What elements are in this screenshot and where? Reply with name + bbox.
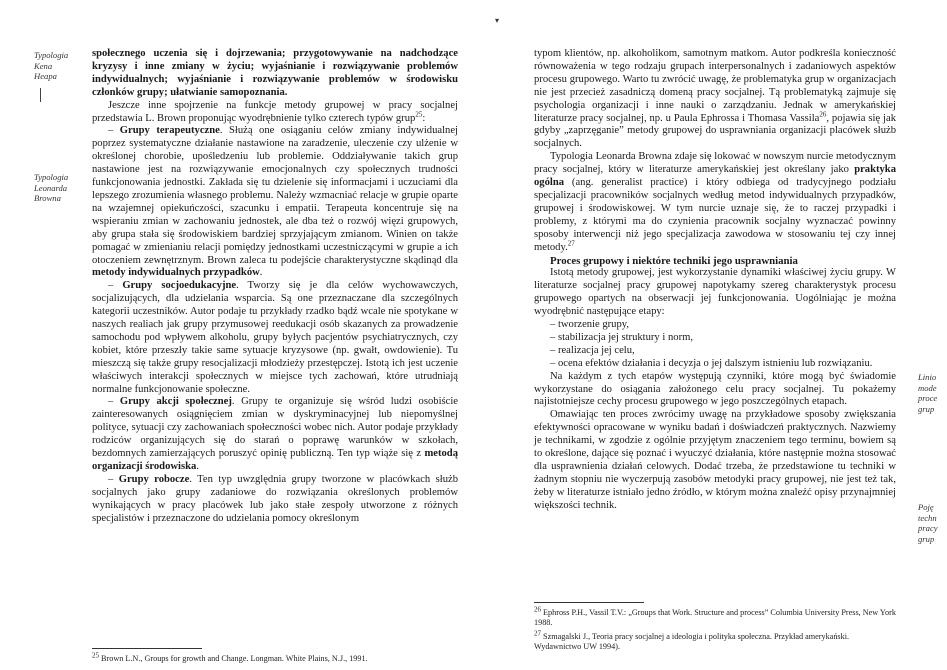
- footnote-27: [534, 629, 896, 652]
- footnote-26: [534, 605, 896, 628]
- sidenote-line: techn: [918, 512, 937, 523]
- footnote-number: 25: [92, 651, 99, 660]
- paragraph-text: Jeszcze inne spojrzenie na funkcje metody grupowej w pracy socjalnej przedstawia L. Brown proponując wyodrębnienie tylko czterech typów grup: [92, 99, 458, 124]
- left-page: [0, 0, 470, 670]
- list-item-stage: – stabilizacja jej struktury i norm,: [550, 331, 693, 343]
- footnote-text: Ephross P.H., Vassil T.V.: „Groups that Work. Structure and process” Columbia University Press, New York 1988.: [534, 608, 896, 627]
- bold-text: metodą organizacji środowiska: [92, 448, 458, 472]
- footnote-ref-25[interactable]: 25: [415, 110, 423, 118]
- paragraph-socioeducational-groups: [92, 280, 458, 396]
- paragraph-generalist-practice: [534, 151, 896, 254]
- sidenote-line: mode: [918, 382, 937, 393]
- bold-text: Grupy terapeutyczne: [119, 125, 220, 137]
- paragraph-heap-functions: [92, 48, 458, 100]
- bold-text: metody indywidualnych przypadków: [92, 267, 260, 279]
- section-heading: Proces grupowy i niektóre techniki jego usprawniania: [550, 254, 798, 267]
- sidenote-line: Leonarda: [34, 182, 68, 193]
- paragraph-brown-intro: Jeszcze inne spojrzenie na funkcje metody grupowej w pracy socjalnej przedstawia L. Brown proponując wyodrębnienie tylko czterech typów grup$^{25}$:: [92, 99, 458, 124]
- paragraph-text: – Grupy akcji społecznej. Grupy te organizuje się wśród ludzi osobiście zainteresowanych osiągnięciem zmian w dyskryminacyjnej lub niepomyślnej polityce, sytuacji czy zachowaniach społeczności wobec nich. Autor podaje przykłady rodziców organizujących się do starań o poprawę warunków w szkołach, bezdomnych zamierzających poruszyć opinię publiczną. Ten typ wiąże się z: [92, 396, 458, 460]
- paragraph-text: Typologia Leonarda Browna zdaje się lokować w nowszym nurcie metodycznym pracy socjalnej, który w literaturze amerykańskiej jest określany jako: [534, 151, 896, 176]
- paragraph-each-stage: [534, 371, 896, 410]
- list-item-stage: – ocena efektów działania i decyzja o jej dalszym istnieniu lub rozwiązaniu.: [550, 357, 873, 369]
- right-page: [478, 0, 947, 670]
- sidenote-line: grup: [918, 403, 935, 414]
- footnote-text: Brown L.N., Groups for growth and Change. Longman. White Plains, N.J., 1991.: [101, 654, 368, 663]
- paragraph-text: – Grupy terapeutyczne. Służą one osiąganiu celów zmiany indywidualnej poprzez systematyczne działanie nastawione na zaradzenie, uleczenie czy ulżenie w określonej chorobie, upośledzeniu lub problemie. Oddziaływanie takich grup nastawione jest na rozwiązywanie emocjonalnych czy społecznych trudności funkcjonowania jednostki. Zakłada się tu dzielenie się informacjami i uczuciami dla lepszego zrozumienia własnego problemu. Należy wzmacniać relacje w grupie oparte na wzajemnej opiekuńczości, szacunku i empatii. Terapeuta koncentruje się na wspieraniu zmian w zachowaniu jednostek, ale dba też o rozwój więzi grupowych, aby grupa stała się środowiskiem bardziej sprzyjającym zmianom. Winien on także pomagać w zmienianiu relacji pomiędzy jednostkami uczestniczącymi w grupie a ich otoczeniem zewnętrznym. Brown zaleca tu podejście charakterystyczne skądinąd dla: [92, 125, 458, 266]
- sidenote-process-models: [918, 372, 937, 414]
- list-item-stage: – realizacja jej celu,: [550, 344, 635, 356]
- sidenote-line: Linio: [918, 372, 937, 382]
- footnote-text: Szmagalski J., Teoria pracy socjalnej a ideologia i polityka społeczna. Przykład amerykański. Wydawnictwo UW 1994).: [534, 632, 850, 651]
- sidenote-line: Poję: [918, 502, 934, 512]
- footnote-number: 26: [534, 605, 541, 614]
- paragraph-techniques: [534, 409, 896, 512]
- sidenote-line: Typologia: [34, 50, 69, 60]
- page-mark: ▾: [495, 16, 500, 25]
- bold-text: Grupy akcji społecznej: [119, 396, 232, 408]
- sidenote-line: Typologia: [34, 172, 69, 182]
- footnote-25: [92, 651, 458, 664]
- sidenote-techniques: [918, 502, 938, 544]
- paragraph-text: typom klientów, np. alkoholikom, samotnym matkom. Autor podkreśla konieczność równoważenia w tego rodzaju grupach interpersonalnych i zadaniowych aspektów procesu grupowego. Warto tu zwrócić uwagę, że problematyka grup w organizacjach nie jest przecież zasadniczą domeną pracy socjalnej. Tą problematyką zajmuje się psychologia organizacji i inne nauki o zarządzaniu. Jednak w amerykańskiej literaturze pracy socjalnej, np. u Paula Ephrossa i Thomasa Vassila: [534, 48, 896, 124]
- paragraph-text: Na każdym z tych etapów występują czynniki, które mogą być świadomie wykorzystane do osiągania założonego celu pracy socjalnej. Tu pokażemy najistotniejsze cechy procesu grupowego w jego poszczególnych etapach.: [534, 370, 896, 408]
- list-item-stage: – tworzenie grupy,: [550, 319, 630, 331]
- bold-text: społecznego uczenia się i dojrzewania; przygotowywanie na nadchodzące kryzysy i inne zmiany w życiu; wyjaśnianie i rozwiązywanie problemów indywidualnych; wyjaśnianie i rozwiązywanie problemów w środowisku członków grupy; ułatwianie samopoznania.: [92, 48, 458, 98]
- paragraph-work-groups: [92, 474, 458, 526]
- paragraph-group-dynamics: [534, 267, 896, 319]
- sidenote-line: pracy: [918, 523, 938, 533]
- paragraph-therapeutic-groups: – Grupy terapeutyczne. Służą one osiąganiu celów zmiany indywidualnej poprzez systematyczne działanie nastawione na zaradzenie, uleczenie czy ulżenie w określonej chorobie, upośledzeniu lub problemie. Oddziaływanie takich grup nastawione jest na rozwiązywanie emocjonalnych czy społecznych trudności funkcjonowania jednostki. Zakłada się tu dzielenie się informacjami i uczuciami dla lepszego zrozumienia własnego problemu. Należy wzmacniać relacje w grupie oparte na wzajemnej opiekuńczości, szacunku i empatii. Terapeuta koncentruje się na wspieraniu zmian w zachowaniu jednostek, ale dba też o rozwój więzi grupowych, aby grupa stała się środowiskiem bardziej sprzyjającym zmianom. Winien on także pomagać w zmienianiu relacji pomiędzy jednostkami uczestniczącymi w grupie a ich otoczeniem zewnętrznym. Brown zaleca tu podejście charakterystyczne skądinąd dla metody indywidualnych przypadków.: [92, 125, 458, 279]
- paragraph-text: Omawiając ten proces zwrócimy uwagę na przykładowe sposoby zwiększania efektywności opracowane w wyniku badań i doświadczeń praktycznych. Nazwiemy je technikami, w zgodzie z ogólnie przyjętym znaczeniem tego terminu, bowiem są to określone, dające się poznać i wyuczyć działania, które następnie można stosować dla usprawnienia działań celowych. Dodać trzeba, że przedstawione tu techniki w żadnym stopniu nie wyczerpują zasobów metodyki pracy grupowej, nie jest też tak, żeby w literaturze istniało jedno źródło, w którym można znaleźć opisy przynajmniej większości technik.: [534, 409, 896, 511]
- bold-text: Grupy socjoedukacyjne: [122, 280, 237, 292]
- paragraph-organizations: [534, 48, 896, 151]
- sidenote-typology-heap: [34, 50, 68, 82]
- bold-text: Grupy robocze: [118, 473, 190, 485]
- bold-text: praktyka ogólna: [534, 164, 896, 189]
- sidenote-line: proce: [918, 393, 938, 403]
- paragraph-text: Istotą metody grupowej, jest wykorzystanie dynamiki właściwej życiu grupy. W literaturze socjalnej pracy grupowej napotykamy szereg charakterystyk procesu grupowego opartych na obserwacji jej funkcjonowania. Uogólniając je można wyodrębnić następujące etapy:: [534, 267, 896, 318]
- paragraph-text: (ang. generalist practice) i który odbiega od tradycyjnego podziału specjalizacji pracowników socjalnych według metod indywidualnych przypadków, grupowej i środowiskowej. W tym nurcie uznaje się, że to raczej przypadki i problemy, z którymi ma do czynienia pracownik socjalny wyznaczać powinny sposoby interwencji niż jego specjalizacja zawodowa w stosowaniu tej czy innej metody.: [534, 177, 896, 253]
- margin-mark: [40, 88, 41, 102]
- paragraph-text: , pojawia się jak gdyby „zaprzęganie” metody grupowej do usprawniania organizacji placówek służb socjalnych.: [534, 112, 896, 150]
- right-main-text: [534, 48, 896, 513]
- footnote-divider: [534, 602, 644, 603]
- paragraph-text: – Grupy robocze. Ten typ uwzględnia grupy tworzone w placówkach służb socjalnych jako grupy zadaniowe do rozwiązania określonych problemów wynikających w pracy placówek lub jako stałe zespoły utworzone z różnych specjalistów i przeznaczone do udzielania pomocy określonym: [92, 473, 458, 524]
- left-main-text: [92, 48, 458, 526]
- sidenote-line: Kena: [34, 60, 53, 71]
- sidenote-line: Heapa: [34, 71, 57, 81]
- footnote-divider: [92, 648, 202, 649]
- sidenote-typology-brown: [34, 172, 68, 204]
- paragraph-social-action-groups: – Grupy akcji społecznej. Grupy te organizuje się wśród ludzi osobiście zainteresowanych osiągnięciem zmian w dyskryminacyjnej lub niepomyślnej polityce, sytuacji czy zachowaniach społeczności wobec nich. Autor podaje przykłady rodziców organizujących się do starań o poprawę warunków w szkołach, bezdomnych zamierzających poruszyć opinię publiczną. Ten typ wiąże się z metodą organizacji środowiska.: [92, 396, 458, 472]
- paragraph-text: – Grupy socjoedukacyjne. Tworzy się je dla celów wychowawczych, socjalizujących, dla udzielania wsparcia. Są one przeznaczane dla szczególnych kategorii uczestników. Autor podaje tu przykłady rzadko bądź wcale nie spotykane w naszych realiach jak grupy przymusowej reedukacji osób skazanych za prowadzenie samochodu pod wpływem alkoholu, grupy byłych pacjentów psychiatrycznych, czy kobiet, które przeszły takie same sytuacje kryzysowe (np. gwałt, owdowienie). Tu mieszczą się także grupy resocjalizacji młodzieży przestępczej. Istotą ich jest uczenie właściwych interakcji społecznych w miejsce tych zachowań, które utrudniają normalne funkcjonowanie społeczne.: [92, 280, 458, 395]
- footnote-ref-26[interactable]: 26: [819, 110, 827, 118]
- sidenote-line: grup: [918, 533, 935, 544]
- sidenote-line: Browna: [34, 193, 61, 203]
- footnote-number: 27: [534, 629, 541, 638]
- footnote-ref-27[interactable]: 27: [567, 239, 575, 248]
